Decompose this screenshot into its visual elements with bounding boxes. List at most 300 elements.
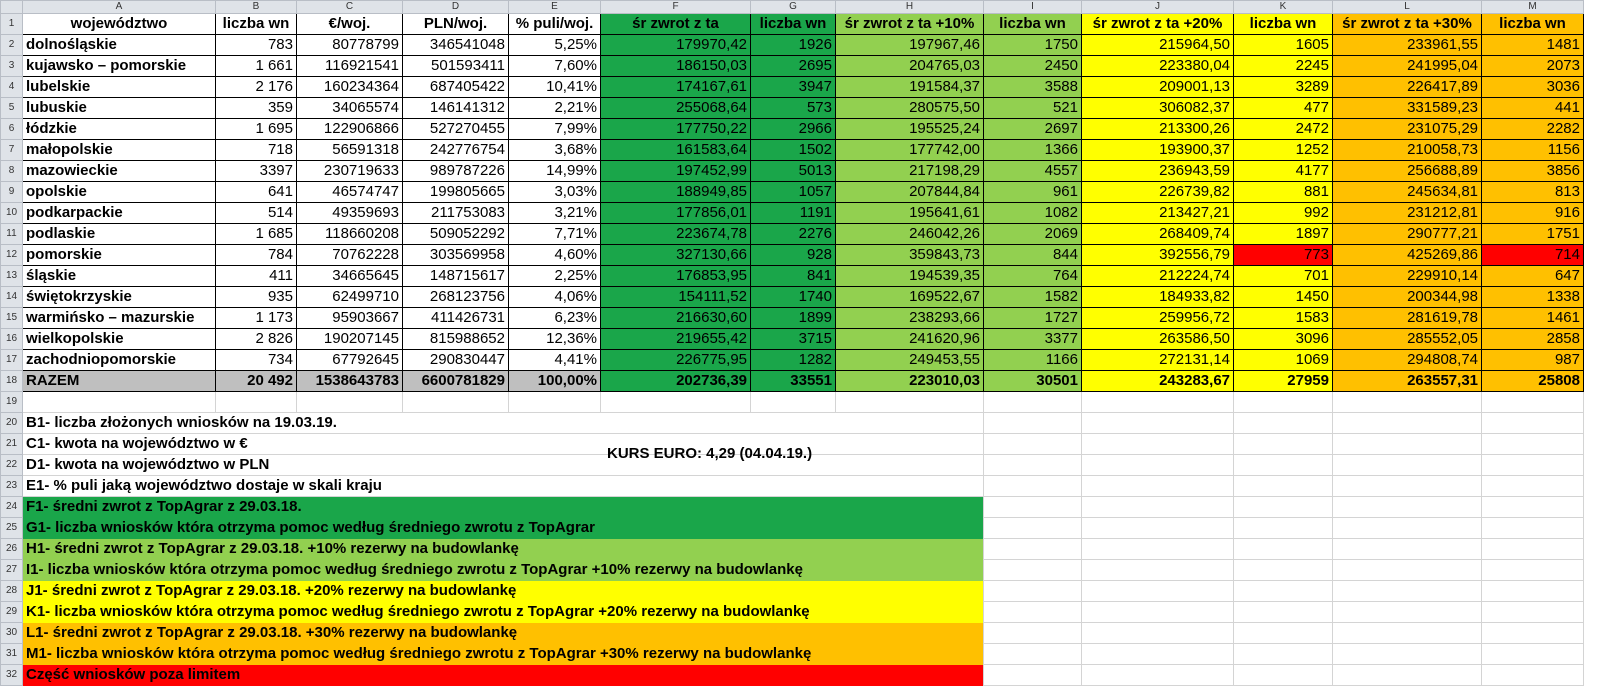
empty-cell[interactable] — [1234, 518, 1333, 539]
table-cell[interactable]: 1461 — [1482, 308, 1584, 329]
empty-cell[interactable] — [1082, 539, 1234, 560]
table-cell[interactable]: 1899 — [751, 308, 836, 329]
header-cell[interactable]: śr zwrot z ta +30% — [1333, 14, 1482, 35]
row-number-32[interactable]: 32 — [1, 665, 23, 686]
empty-cell[interactable] — [1482, 518, 1584, 539]
empty-cell[interactable] — [509, 392, 601, 413]
table-cell[interactable]: 2450 — [984, 56, 1082, 77]
table-cell[interactable]: 10,41% — [509, 77, 601, 98]
table-cell[interactable]: 501593411 — [403, 56, 509, 77]
total-cell[interactable]: 25808 — [1482, 371, 1584, 392]
note-d1[interactable]: D1- kwota na województwo w PLN — [23, 455, 984, 476]
table-cell[interactable]: 2282 — [1482, 119, 1584, 140]
table-cell[interactable]: 195525,24 — [836, 119, 984, 140]
empty-cell[interactable] — [984, 644, 1082, 665]
empty-cell[interactable] — [1482, 392, 1584, 413]
table-cell[interactable]: 1583 — [1234, 308, 1333, 329]
table-cell[interactable]: 116921541 — [297, 56, 403, 77]
table-cell[interactable]: 2697 — [984, 119, 1082, 140]
empty-cell[interactable] — [984, 497, 1082, 518]
row-number-30[interactable]: 30 — [1, 623, 23, 644]
table-cell[interactable]: 425269,86 — [1333, 245, 1482, 266]
table-cell[interactable]: 961 — [984, 182, 1082, 203]
table-cell[interactable]: 241995,04 — [1333, 56, 1482, 77]
table-cell[interactable]: 190207145 — [297, 329, 403, 350]
table-cell[interactable]: 290830447 — [403, 350, 509, 371]
table-cell[interactable]: 1926 — [751, 35, 836, 56]
total-cell[interactable]: RAZEM — [23, 371, 216, 392]
table-cell[interactable]: 213427,21 — [1082, 203, 1234, 224]
empty-cell[interactable] — [1234, 602, 1333, 623]
total-cell[interactable]: 100,00% — [509, 371, 601, 392]
empty-cell[interactable] — [1482, 560, 1584, 581]
table-cell[interactable]: 1727 — [984, 308, 1082, 329]
table-cell[interactable]: 231212,81 — [1333, 203, 1482, 224]
table-cell[interactable]: 647 — [1482, 266, 1584, 287]
table-cell[interactable]: 161583,64 — [601, 140, 751, 161]
empty-cell[interactable] — [1333, 434, 1482, 455]
table-cell[interactable]: 34665645 — [297, 266, 403, 287]
empty-cell[interactable] — [1082, 413, 1234, 434]
table-cell[interactable]: 527270455 — [403, 119, 509, 140]
table-cell[interactable]: 773 — [1234, 245, 1333, 266]
empty-cell[interactable] — [984, 602, 1082, 623]
row-number-24[interactable]: 24 — [1, 497, 23, 518]
table-cell[interactable]: 3715 — [751, 329, 836, 350]
table-cell[interactable]: 230719633 — [297, 161, 403, 182]
table-cell[interactable]: 154111,52 — [601, 287, 751, 308]
row-number-2[interactable]: 2 — [1, 35, 23, 56]
empty-cell[interactable] — [403, 392, 509, 413]
empty-cell[interactable] — [984, 455, 1082, 476]
row-number-20[interactable]: 20 — [1, 413, 23, 434]
table-cell[interactable]: 226739,82 — [1082, 182, 1234, 203]
note-h1[interactable]: H1- średni zwrot z TopAgrar z 29.03.18. +10% rezerwy na budowlankę — [23, 539, 984, 560]
table-cell[interactable]: 2695 — [751, 56, 836, 77]
empty-cell[interactable] — [1482, 665, 1584, 686]
table-cell[interactable]: 294808,74 — [1333, 350, 1482, 371]
row-number-18[interactable]: 18 — [1, 371, 23, 392]
empty-cell[interactable] — [1482, 602, 1584, 623]
table-cell[interactable]: 935 — [216, 287, 297, 308]
table-cell[interactable]: 212224,74 — [1082, 266, 1234, 287]
table-cell[interactable]: 160234364 — [297, 77, 403, 98]
table-cell[interactable]: 1481 — [1482, 35, 1584, 56]
row-number-26[interactable]: 26 — [1, 539, 23, 560]
table-cell[interactable]: warmińsko – mazurskie — [23, 308, 216, 329]
table-cell[interactable]: 242776754 — [403, 140, 509, 161]
table-cell[interactable]: 268409,74 — [1082, 224, 1234, 245]
table-cell[interactable]: 3096 — [1234, 329, 1333, 350]
table-cell[interactable]: 80778799 — [297, 35, 403, 56]
empty-cell[interactable] — [1082, 455, 1234, 476]
table-cell[interactable]: 714 — [1482, 245, 1584, 266]
row-number-31[interactable]: 31 — [1, 644, 23, 665]
row-number-27[interactable]: 27 — [1, 560, 23, 581]
table-cell[interactable]: 213300,26 — [1082, 119, 1234, 140]
table-cell[interactable]: 231075,29 — [1333, 119, 1482, 140]
empty-cell[interactable] — [1234, 476, 1333, 497]
column-header-e[interactable]: E — [509, 1, 601, 14]
table-cell[interactable]: 204765,03 — [836, 56, 984, 77]
table-cell[interactable]: 3856 — [1482, 161, 1584, 182]
table-cell[interactable]: 1156 — [1482, 140, 1584, 161]
empty-cell[interactable] — [216, 392, 297, 413]
empty-cell[interactable] — [1482, 497, 1584, 518]
table-cell[interactable]: 49359693 — [297, 203, 403, 224]
empty-cell[interactable] — [984, 518, 1082, 539]
empty-cell[interactable] — [1333, 539, 1482, 560]
table-cell[interactable]: 477 — [1234, 98, 1333, 119]
empty-cell[interactable] — [1082, 476, 1234, 497]
row-number-3[interactable]: 3 — [1, 56, 23, 77]
table-cell[interactable]: 411 — [216, 266, 297, 287]
table-cell[interactable]: 718 — [216, 140, 297, 161]
table-cell[interactable]: 2,21% — [509, 98, 601, 119]
table-cell[interactable]: 148715617 — [403, 266, 509, 287]
table-cell[interactable]: 2966 — [751, 119, 836, 140]
table-cell[interactable]: 280575,50 — [836, 98, 984, 119]
table-cell[interactable]: 573 — [751, 98, 836, 119]
column-header-i[interactable]: I — [984, 1, 1082, 14]
column-header-c[interactable]: C — [297, 1, 403, 14]
column-header-k[interactable]: K — [1234, 1, 1333, 14]
table-cell[interactable]: 197967,46 — [836, 35, 984, 56]
table-cell[interactable]: 306082,37 — [1082, 98, 1234, 119]
table-cell[interactable]: 2472 — [1234, 119, 1333, 140]
empty-cell[interactable] — [1482, 455, 1584, 476]
table-cell[interactable]: 255068,64 — [601, 98, 751, 119]
table-cell[interactable]: 209001,13 — [1082, 77, 1234, 98]
table-cell[interactable]: 249453,55 — [836, 350, 984, 371]
table-cell[interactable]: 1366 — [984, 140, 1082, 161]
table-cell[interactable]: 1897 — [1234, 224, 1333, 245]
total-cell[interactable]: 202736,39 — [601, 371, 751, 392]
table-cell[interactable]: 844 — [984, 245, 1082, 266]
header-cell[interactable]: liczba wn — [751, 14, 836, 35]
header-cell[interactable]: liczba wn — [1482, 14, 1584, 35]
table-cell[interactable]: 5,25% — [509, 35, 601, 56]
empty-cell[interactable] — [1482, 476, 1584, 497]
table-cell[interactable]: 1069 — [1234, 350, 1333, 371]
empty-cell[interactable] — [1082, 392, 1234, 413]
empty-cell[interactable] — [1333, 665, 1482, 686]
table-cell[interactable]: 210058,73 — [1333, 140, 1482, 161]
column-header-l[interactable]: L — [1333, 1, 1482, 14]
table-cell[interactable]: 1082 — [984, 203, 1082, 224]
empty-cell[interactable] — [1482, 581, 1584, 602]
table-cell[interactable]: 4557 — [984, 161, 1082, 182]
empty-cell[interactable] — [297, 392, 403, 413]
table-cell[interactable]: 3377 — [984, 329, 1082, 350]
table-cell[interactable]: 3036 — [1482, 77, 1584, 98]
table-cell[interactable]: 70762228 — [297, 245, 403, 266]
table-cell[interactable]: 233961,55 — [1333, 35, 1482, 56]
header-cell[interactable]: % puli/woj. — [509, 14, 601, 35]
table-cell[interactable]: 67792645 — [297, 350, 403, 371]
table-cell[interactable]: 1751 — [1482, 224, 1584, 245]
table-cell[interactable]: 169522,67 — [836, 287, 984, 308]
empty-cell[interactable] — [984, 434, 1082, 455]
row-number-17[interactable]: 17 — [1, 350, 23, 371]
table-cell[interactable]: zachodniopomorskie — [23, 350, 216, 371]
table-cell[interactable]: 3947 — [751, 77, 836, 98]
empty-cell[interactable] — [1082, 665, 1234, 686]
table-cell[interactable]: 236943,59 — [1082, 161, 1234, 182]
row-number-22[interactable]: 22 — [1, 455, 23, 476]
total-cell[interactable]: 263557,31 — [1333, 371, 1482, 392]
table-cell[interactable]: 290777,21 — [1333, 224, 1482, 245]
table-cell[interactable]: 215964,50 — [1082, 35, 1234, 56]
table-cell[interactable]: 122906866 — [297, 119, 403, 140]
table-cell[interactable]: 62499710 — [297, 287, 403, 308]
empty-cell[interactable] — [984, 539, 1082, 560]
table-cell[interactable]: 987 — [1482, 350, 1584, 371]
table-cell[interactable]: opolskie — [23, 182, 216, 203]
table-cell[interactable]: 6,23% — [509, 308, 601, 329]
empty-cell[interactable] — [1482, 434, 1584, 455]
empty-cell[interactable] — [1482, 413, 1584, 434]
row-number-15[interactable]: 15 — [1, 308, 23, 329]
table-cell[interactable]: 177750,22 — [601, 119, 751, 140]
empty-cell[interactable] — [1234, 434, 1333, 455]
table-cell[interactable]: 4,60% — [509, 245, 601, 266]
table-cell[interactable]: 783 — [216, 35, 297, 56]
table-cell[interactable]: 989787226 — [403, 161, 509, 182]
table-cell[interactable]: 7,71% — [509, 224, 601, 245]
total-cell[interactable]: 243283,67 — [1082, 371, 1234, 392]
table-cell[interactable]: 246042,26 — [836, 224, 984, 245]
table-cell[interactable]: 813 — [1482, 182, 1584, 203]
row-number-29[interactable]: 29 — [1, 602, 23, 623]
total-cell[interactable]: 1538643783 — [297, 371, 403, 392]
table-cell[interactable]: 186150,03 — [601, 56, 751, 77]
empty-cell[interactable] — [1482, 644, 1584, 665]
table-cell[interactable]: 226775,95 — [601, 350, 751, 371]
column-header-d[interactable]: D — [403, 1, 509, 14]
table-cell[interactable]: wielkopolskie — [23, 329, 216, 350]
table-cell[interactable]: 177742,00 — [836, 140, 984, 161]
table-cell[interactable]: 256688,89 — [1333, 161, 1482, 182]
empty-cell[interactable] — [1082, 644, 1234, 665]
table-cell[interactable]: 1605 — [1234, 35, 1333, 56]
row-number-5[interactable]: 5 — [1, 98, 23, 119]
empty-cell[interactable] — [984, 392, 1082, 413]
row-number-25[interactable]: 25 — [1, 518, 23, 539]
table-cell[interactable]: 1252 — [1234, 140, 1333, 161]
table-cell[interactable]: pomorskie — [23, 245, 216, 266]
total-cell[interactable]: 6600781829 — [403, 371, 509, 392]
table-cell[interactable]: podlaskie — [23, 224, 216, 245]
table-cell[interactable]: 177856,01 — [601, 203, 751, 224]
empty-cell[interactable] — [984, 581, 1082, 602]
table-cell[interactable]: mazowieckie — [23, 161, 216, 182]
row-number-10[interactable]: 10 — [1, 203, 23, 224]
table-cell[interactable]: 2,25% — [509, 266, 601, 287]
empty-cell[interactable] — [1333, 560, 1482, 581]
table-cell[interactable]: 916 — [1482, 203, 1584, 224]
row-number-6[interactable]: 6 — [1, 119, 23, 140]
table-cell[interactable]: 95903667 — [297, 308, 403, 329]
table-cell[interactable]: 1740 — [751, 287, 836, 308]
empty-cell[interactable] — [984, 476, 1082, 497]
table-cell[interactable]: 259956,72 — [1082, 308, 1234, 329]
table-cell[interactable]: 2245 — [1234, 56, 1333, 77]
empty-cell[interactable] — [1082, 497, 1234, 518]
table-cell[interactable]: 303569958 — [403, 245, 509, 266]
note-limit[interactable]: Część wniosków poza limitem — [23, 665, 984, 686]
table-cell[interactable]: 392556,79 — [1082, 245, 1234, 266]
empty-cell[interactable] — [1082, 581, 1234, 602]
row-number-11[interactable]: 11 — [1, 224, 23, 245]
empty-cell[interactable] — [1333, 518, 1482, 539]
empty-cell[interactable] — [1333, 581, 1482, 602]
table-cell[interactable]: 194539,35 — [836, 266, 984, 287]
row-number-13[interactable]: 13 — [1, 266, 23, 287]
header-cell[interactable]: śr zwrot z ta — [601, 14, 751, 35]
empty-cell[interactable] — [1082, 602, 1234, 623]
header-cell[interactable]: liczba wn — [984, 14, 1082, 35]
table-cell[interactable]: 3,68% — [509, 140, 601, 161]
note-e1[interactable]: E1- % puli jaką województwo dostaje w skali kraju — [23, 476, 984, 497]
column-header-h[interactable]: H — [836, 1, 984, 14]
empty-cell[interactable] — [1082, 623, 1234, 644]
total-cell[interactable]: 33551 — [751, 371, 836, 392]
table-cell[interactable]: 928 — [751, 245, 836, 266]
table-cell[interactable]: 641 — [216, 182, 297, 203]
table-cell[interactable]: śląskie — [23, 266, 216, 287]
table-cell[interactable]: 784 — [216, 245, 297, 266]
table-cell[interactable]: dolnośląskie — [23, 35, 216, 56]
table-cell[interactable]: małopolskie — [23, 140, 216, 161]
header-cell[interactable]: śr zwrot z ta +20% — [1082, 14, 1234, 35]
table-cell[interactable]: 197452,99 — [601, 161, 751, 182]
empty-cell[interactable] — [1082, 518, 1234, 539]
empty-cell[interactable] — [1234, 560, 1333, 581]
column-header-m[interactable]: M — [1482, 1, 1584, 14]
row-number-23[interactable]: 23 — [1, 476, 23, 497]
empty-cell[interactable] — [1333, 623, 1482, 644]
table-cell[interactable]: łódzkie — [23, 119, 216, 140]
empty-cell[interactable] — [984, 665, 1082, 686]
table-cell[interactable]: 441 — [1482, 98, 1584, 119]
table-cell[interactable]: 2073 — [1482, 56, 1584, 77]
table-cell[interactable]: 1338 — [1482, 287, 1584, 308]
table-cell[interactable]: 146141312 — [403, 98, 509, 119]
table-cell[interactable]: 881 — [1234, 182, 1333, 203]
table-cell[interactable]: 2069 — [984, 224, 1082, 245]
row-number-7[interactable]: 7 — [1, 140, 23, 161]
empty-cell[interactable] — [1234, 623, 1333, 644]
note-b1[interactable]: B1- liczba złożonych wniosków na 19.03.19. — [23, 413, 984, 434]
table-cell[interactable]: 521 — [984, 98, 1082, 119]
row-number-9[interactable]: 9 — [1, 182, 23, 203]
table-cell[interactable]: 359 — [216, 98, 297, 119]
empty-cell[interactable] — [1234, 455, 1333, 476]
row-number-12[interactable]: 12 — [1, 245, 23, 266]
table-cell[interactable]: 514 — [216, 203, 297, 224]
table-cell[interactable]: 12,36% — [509, 329, 601, 350]
header-cell[interactable]: liczba wn — [216, 14, 297, 35]
empty-cell[interactable] — [984, 623, 1082, 644]
total-cell[interactable]: 223010,03 — [836, 371, 984, 392]
table-cell[interactable]: lubelskie — [23, 77, 216, 98]
table-cell[interactable]: 1191 — [751, 203, 836, 224]
table-cell[interactable]: 263586,50 — [1082, 329, 1234, 350]
table-cell[interactable]: 1 685 — [216, 224, 297, 245]
table-cell[interactable]: 2276 — [751, 224, 836, 245]
table-cell[interactable]: 7,60% — [509, 56, 601, 77]
table-cell[interactable]: 3,21% — [509, 203, 601, 224]
table-cell[interactable]: 764 — [984, 266, 1082, 287]
note-i1[interactable]: I1- liczba wniosków która otrzyma pomoc według średniego zwrotu z TopAgrar +10% rezerwy na budowlankę — [23, 560, 984, 581]
row-number-19[interactable]: 19 — [1, 392, 23, 413]
header-cell[interactable]: €/woj. — [297, 14, 403, 35]
table-cell[interactable]: 272131,14 — [1082, 350, 1234, 371]
empty-cell[interactable] — [1333, 455, 1482, 476]
row-number-4[interactable]: 4 — [1, 77, 23, 98]
table-cell[interactable]: 4,41% — [509, 350, 601, 371]
table-cell[interactable]: 331589,23 — [1333, 98, 1482, 119]
column-header-b[interactable]: B — [216, 1, 297, 14]
table-cell[interactable]: 211753083 — [403, 203, 509, 224]
row-number-21[interactable]: 21 — [1, 434, 23, 455]
table-cell[interactable]: 245634,81 — [1333, 182, 1482, 203]
table-cell[interactable]: 5013 — [751, 161, 836, 182]
column-header-a[interactable]: A — [23, 1, 216, 14]
table-cell[interactable]: 1057 — [751, 182, 836, 203]
empty-cell[interactable] — [1333, 476, 1482, 497]
table-cell[interactable]: 815988652 — [403, 329, 509, 350]
table-cell[interactable]: 193900,37 — [1082, 140, 1234, 161]
empty-cell[interactable] — [1333, 413, 1482, 434]
total-cell[interactable]: 30501 — [984, 371, 1082, 392]
row-number-1[interactable]: 1 — [1, 14, 23, 35]
table-cell[interactable]: 2 826 — [216, 329, 297, 350]
table-cell[interactable]: 118660208 — [297, 224, 403, 245]
empty-cell[interactable] — [1234, 413, 1333, 434]
table-cell[interactable]: 411426731 — [403, 308, 509, 329]
table-cell[interactable]: kujawsko – pomorskie — [23, 56, 216, 77]
note-c1[interactable]: C1- kwota na województwo w € — [23, 434, 984, 455]
table-cell[interactable]: 285552,05 — [1333, 329, 1482, 350]
table-cell[interactable]: 191584,37 — [836, 77, 984, 98]
empty-cell[interactable] — [1234, 665, 1333, 686]
table-cell[interactable]: 734 — [216, 350, 297, 371]
note-f1[interactable]: F1- średni zwrot z TopAgrar z 29.03.18. — [23, 497, 984, 518]
header-cell[interactable]: województwo — [23, 14, 216, 35]
table-cell[interactable]: 14,99% — [509, 161, 601, 182]
table-cell[interactable]: 207844,84 — [836, 182, 984, 203]
table-cell[interactable]: 3289 — [1234, 77, 1333, 98]
column-header-f[interactable]: F — [601, 1, 751, 14]
table-cell[interactable]: 226417,89 — [1333, 77, 1482, 98]
table-cell[interactable]: 2 176 — [216, 77, 297, 98]
row-number-14[interactable]: 14 — [1, 287, 23, 308]
table-cell[interactable]: 327130,66 — [601, 245, 751, 266]
table-cell[interactable]: 281619,78 — [1333, 308, 1482, 329]
table-cell[interactable]: 992 — [1234, 203, 1333, 224]
empty-cell[interactable] — [1234, 497, 1333, 518]
table-cell[interactable]: 1502 — [751, 140, 836, 161]
table-cell[interactable]: 687405422 — [403, 77, 509, 98]
empty-cell[interactable] — [984, 413, 1082, 434]
empty-cell[interactable] — [23, 392, 216, 413]
table-cell[interactable]: 1450 — [1234, 287, 1333, 308]
table-cell[interactable]: 1582 — [984, 287, 1082, 308]
note-m1[interactable]: M1- liczba wniosków która otrzyma pomoc według średniego zwrotu z TopAgrar +30% rezerwy na budowlankę — [23, 644, 984, 665]
total-cell[interactable]: 20 492 — [216, 371, 297, 392]
